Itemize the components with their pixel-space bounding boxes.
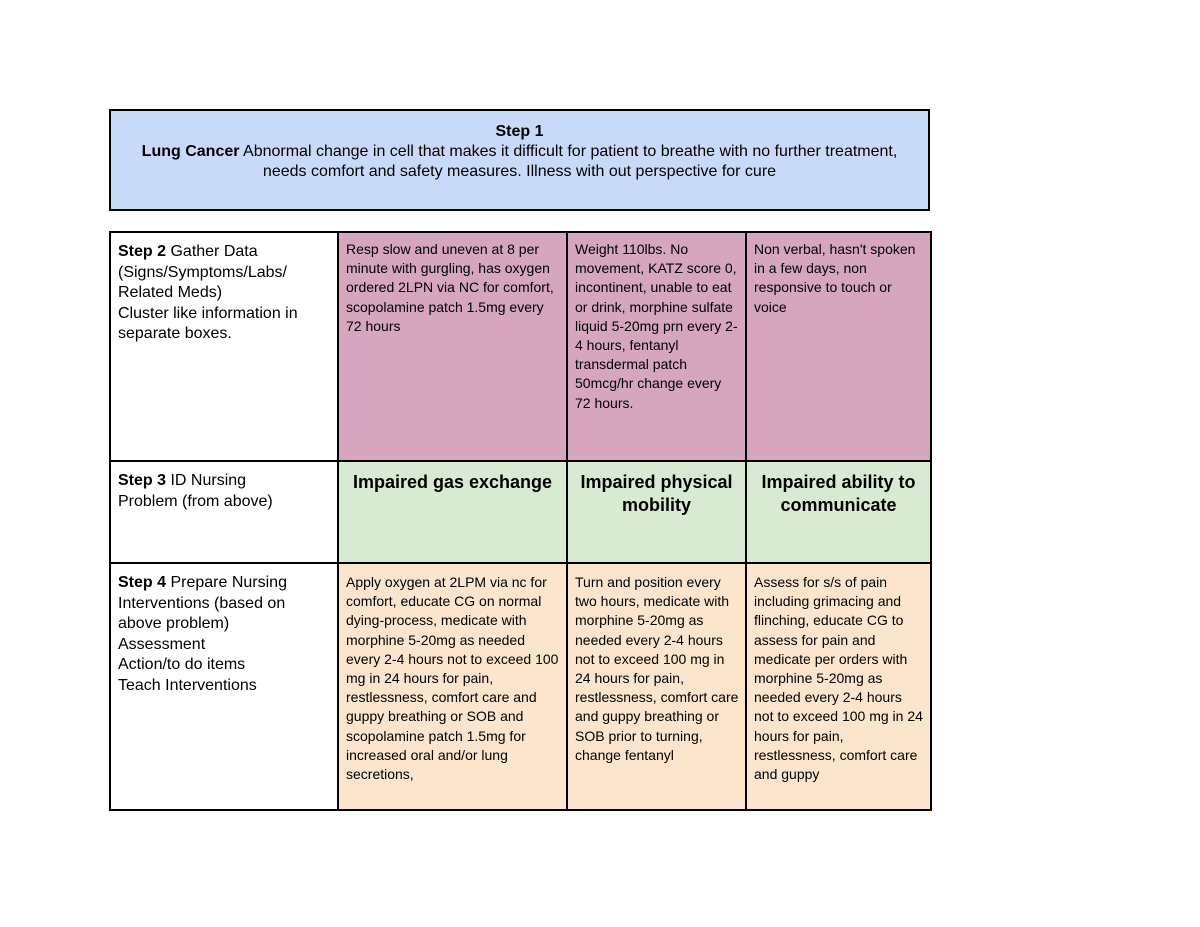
step1-box xyxy=(109,109,930,211)
intervention-gas-exchange: Apply oxygen at 2LPM via nc for comfort, educate CG on normal dying-process, medicate with morphine 5-20mg as needed every 2-4 hours not to exceed 100 mg in 24 hours for pain, restlessness, comfort care and guppy breathing or SOB and scopolamine patch 1.5mg for increased oral and/or lung secretions, xyxy=(338,563,567,810)
intervention-physical-mobility: Turn and position every two hours, medicate with morphine 5-20mg as needed every 2-4 hours not to exceed 100 mg in 24 hours for pain, restlessness, comfort care and guppy breathing or SOB prior to turning, change fentanyl xyxy=(567,563,746,810)
step2-label-text-1: Gather Data xyxy=(170,243,258,260)
step4-heading: Step 4 xyxy=(118,574,167,591)
step2-label-line-1 xyxy=(118,242,331,263)
step4-label-line-4: Assessment xyxy=(118,635,206,653)
table-row-nursing-problem xyxy=(110,461,931,563)
table-row-interventions xyxy=(110,563,931,810)
step4-label-cell xyxy=(110,563,338,810)
problem-physical-mobility: Impaired physical mobility xyxy=(567,461,746,563)
step3-label-line-2: Problem (from above) xyxy=(118,492,273,510)
step1-description: Abnormal change in cell that makes it difficult for patient to breathe with no further treatment, needs comfort and safety measures. Illness with out perspective for cure xyxy=(243,143,898,180)
intervention-communication: Assess for s/s of pain including grimacing and flinching, educate CG to assess for pain and medicate per orders with morphine 5-20mg as needed every 2-4 hours not to exceed 100 mg in 24 hours for pain, restlessness, comfort care and guppy xyxy=(746,563,931,810)
step2-heading: Step 2 xyxy=(118,243,167,260)
step3-label-text-1: ID Nursing xyxy=(170,472,247,489)
step2-label-cell xyxy=(110,232,338,461)
problem-gas-exchange: Impaired gas exchange xyxy=(338,461,567,563)
data-cell-communication: Non verbal, hasn't spoken in a few days, non responsive to touch or voice xyxy=(746,232,931,461)
step3-label-line-1 xyxy=(118,471,331,492)
step3-label-cell xyxy=(110,461,338,563)
step1-title: Step 1 xyxy=(495,123,544,140)
step4-label-line-6: Teach Interventions xyxy=(118,676,257,694)
data-cell-mobility: Weight 110lbs. No movement, KATZ score 0, incontinent, unable to eat or drink, morphine sulfate liquid 5-20mg prn every 2-4 hours, fentanyl transdermal patch 50mcg/hr change every 72 hours. xyxy=(567,232,746,461)
step1-diagnosis: Lung Cancer xyxy=(141,143,240,160)
data-cell-respiratory: Resp slow and uneven at 8 per minute with gurgling, has oxygen ordered 2LPN via NC for comfort, scopolamine patch 1.5mg every 72 hours xyxy=(338,232,567,461)
step2-label-line-3: Related Meds) xyxy=(118,284,223,302)
step4-label-text-1: Prepare Nursing xyxy=(170,574,287,591)
problem-communication: Impaired ability to communicate xyxy=(746,461,931,563)
table-row-gather-data xyxy=(110,232,931,461)
step4-label-line-3: above problem) xyxy=(118,615,230,633)
step4-label-line-2: Interventions (based on xyxy=(118,594,286,612)
step1-description-block xyxy=(111,142,928,182)
care-plan-table xyxy=(109,231,932,811)
step4-label-line-1 xyxy=(118,573,331,594)
step2-label-line-2: (Signs/Symptoms/Labs/ xyxy=(118,263,287,281)
step2-label-line-4: Cluster like information in xyxy=(118,304,298,322)
step4-label-line-5: Action/to do items xyxy=(118,656,246,674)
step2-label-line-5: separate boxes. xyxy=(118,325,232,343)
step3-heading: Step 3 xyxy=(118,472,167,489)
